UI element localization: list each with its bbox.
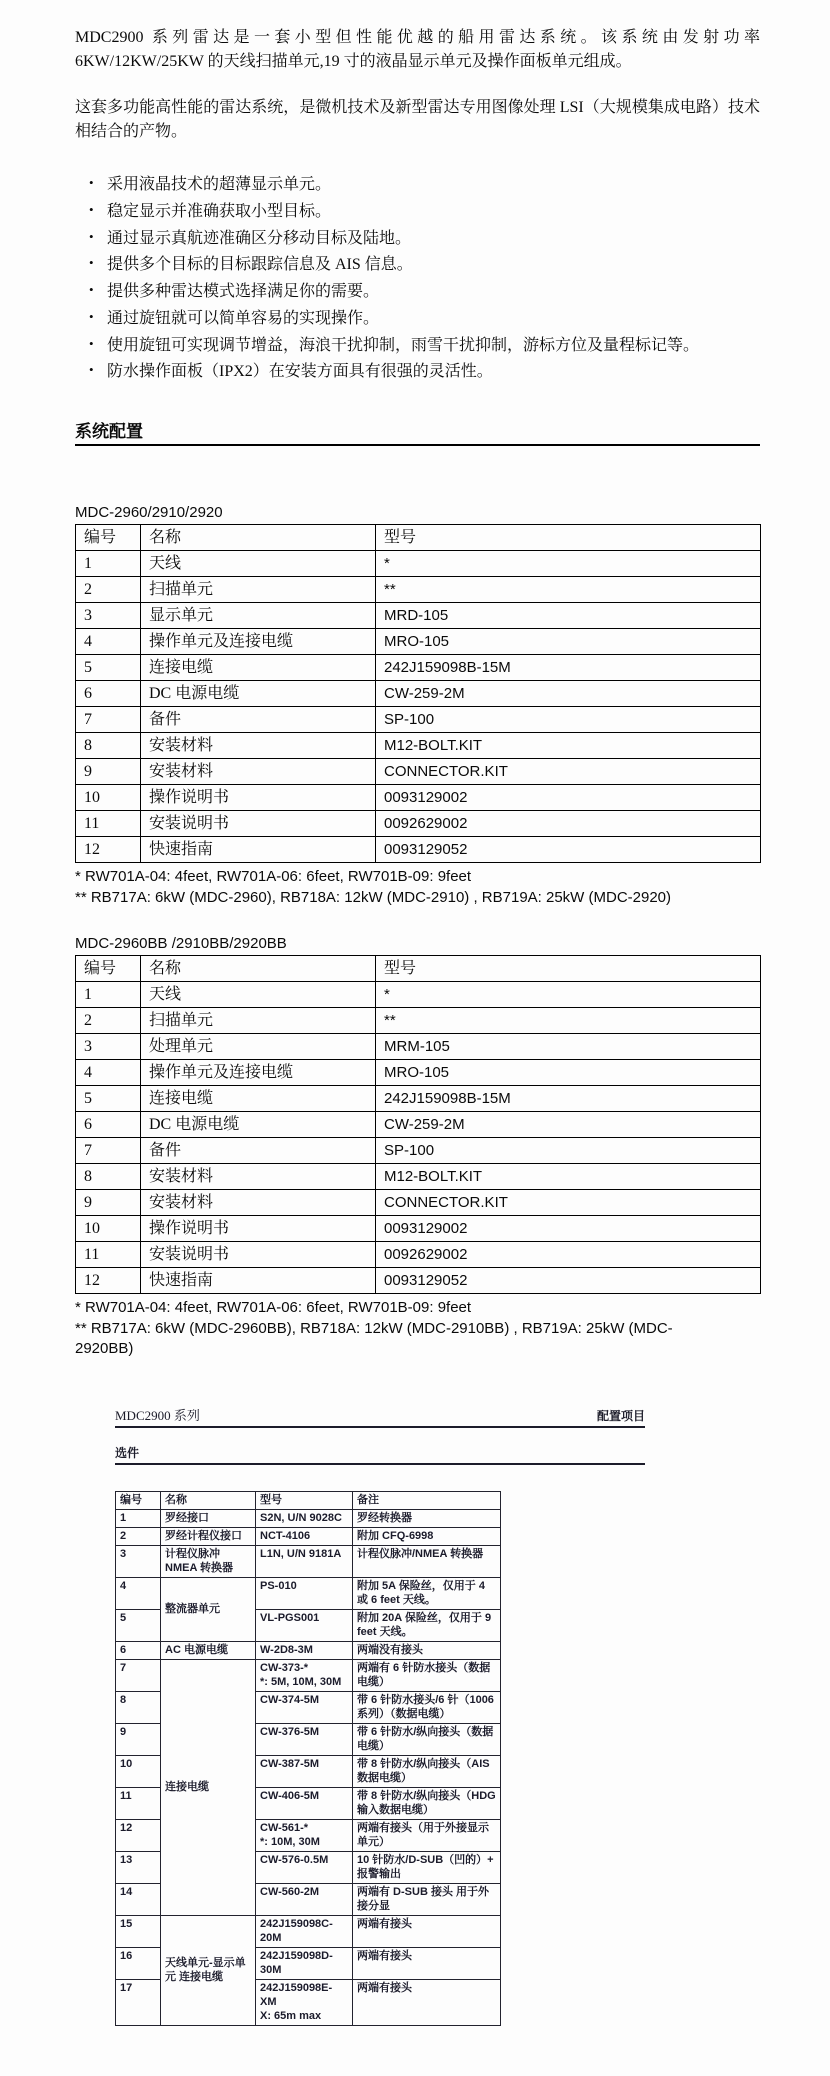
table-title: MDC-2960BB /2910BB/2920BB bbox=[75, 934, 287, 952]
item-name: 显示单元 bbox=[141, 603, 376, 629]
item-name: 安装材料 bbox=[141, 733, 376, 759]
row-number: 12 bbox=[116, 1820, 161, 1852]
feature-bullet: • 提供多种雷达模式选择满足你的需要。 bbox=[89, 281, 760, 303]
model-line: 242J159098C-20M bbox=[260, 1918, 333, 1945]
item-model: MRM-105 bbox=[376, 1033, 761, 1059]
table-row bbox=[76, 1241, 761, 1267]
column-header: 名称 bbox=[141, 525, 376, 551]
item-name: 备件 bbox=[141, 1137, 376, 1163]
item-model: SP-100 bbox=[376, 707, 761, 733]
row-number: 6 bbox=[116, 1642, 161, 1660]
item-name: 安装材料 bbox=[141, 759, 376, 785]
intro-paragraph-2: 这套多功能高性能的雷达系统，是微机技术及新型雷达专用图像处理 LSI（大规模集成电路）技术相结合的产物。 bbox=[75, 99, 760, 140]
footnote: ** RB717A: 6kW (MDC-2960), RB718A: 12kW (MDC-2910) , RB719A: 25kW (MDC-2920) bbox=[75, 889, 672, 907]
item-model: 242J159098B-15M bbox=[376, 655, 761, 681]
table-row bbox=[76, 707, 761, 733]
item-name: 安装材料 bbox=[141, 1163, 376, 1189]
table-row bbox=[76, 629, 761, 655]
item-model bbox=[256, 1642, 353, 1660]
row-number: 1 bbox=[76, 981, 141, 1007]
item-model bbox=[256, 1916, 353, 1948]
feature-bullet: • 提供多个目标的目标跟踪信息及 AIS 信息。 bbox=[89, 254, 760, 276]
row-number: 11 bbox=[76, 811, 141, 837]
table-row bbox=[76, 733, 761, 759]
item-model: M12-BOLT.KIT bbox=[376, 733, 761, 759]
row-number: 7 bbox=[76, 1137, 141, 1163]
model-line: CW-376-5M bbox=[260, 1726, 320, 1739]
table-row bbox=[76, 551, 761, 577]
item-remark: 两端有接头 bbox=[353, 1916, 501, 1948]
row-number: 8 bbox=[116, 1692, 161, 1724]
section-heading: 系统配置 bbox=[75, 422, 143, 441]
item-model bbox=[256, 1610, 353, 1642]
item-model: 0093129002 bbox=[376, 785, 761, 811]
row-number: 3 bbox=[76, 1033, 141, 1059]
table-row bbox=[76, 1215, 761, 1241]
section-heading-rule bbox=[75, 417, 760, 446]
table-row bbox=[76, 759, 761, 785]
table-row bbox=[116, 1660, 501, 1692]
item-remark: 附加 CFQ-6998 bbox=[353, 1528, 501, 1546]
column-header: 编号 bbox=[76, 955, 141, 981]
column-header: 名称 bbox=[161, 1492, 256, 1510]
item-model bbox=[256, 1884, 353, 1916]
model-line: CW-561-* bbox=[260, 1822, 309, 1835]
row-number: 1 bbox=[116, 1510, 161, 1528]
table-row bbox=[76, 785, 761, 811]
item-model bbox=[256, 1660, 353, 1692]
item-name: 罗经计程仪接口 bbox=[161, 1528, 256, 1546]
item-name: 天线单元-显示单元 连接电缆 bbox=[161, 1916, 256, 2026]
row-number: 17 bbox=[116, 1980, 161, 2026]
item-remark: 两端有 6 针防水接头（数据电缆） bbox=[353, 1660, 501, 1692]
footnote: * RW701A-04: 4feet, RW701A-06: 6feet, RW701B-09: 9feet bbox=[75, 1298, 472, 1316]
item-model: MRO-105 bbox=[376, 629, 761, 655]
table-row bbox=[76, 837, 761, 863]
config-table-block-1 bbox=[75, 504, 760, 909]
row-number: 15 bbox=[116, 1916, 161, 1948]
footnote: * RW701A-04: 4feet, RW701A-06: 6feet, RW701B-09: 9feet bbox=[75, 868, 472, 885]
row-number: 2 bbox=[116, 1528, 161, 1546]
item-name: 天线 bbox=[141, 551, 376, 577]
row-number: 5 bbox=[76, 655, 141, 681]
item-model: 0092629002 bbox=[376, 811, 761, 837]
item-name: 操作说明书 bbox=[141, 1215, 376, 1241]
item-name: 操作说明书 bbox=[141, 785, 376, 811]
table-row bbox=[76, 1163, 761, 1189]
feature-bullet: • 采用液晶技术的超薄显示单元。 bbox=[89, 174, 760, 196]
row-number: 9 bbox=[116, 1724, 161, 1756]
item-name: 安装说明书 bbox=[141, 1241, 376, 1267]
table-row bbox=[76, 1059, 761, 1085]
item-remark: 带 6 针防水接头/6 针（1006 系列）（数据电缆） bbox=[353, 1692, 501, 1724]
row-number: 10 bbox=[76, 1215, 141, 1241]
item-remark: 带 8 针防水/纵向接头（HDG 输入数据电缆） bbox=[353, 1788, 501, 1820]
footnote: ** RB717A: 6kW (MDC-2960BB), RB718A: 12kW (MDC-2910BB) , RB719A: 25kW (MDC-2920BB) bbox=[75, 1319, 673, 1357]
row-number: 3 bbox=[76, 603, 141, 629]
item-model: CONNECTOR.KIT bbox=[376, 1189, 761, 1215]
item-name: 安装说明书 bbox=[141, 811, 376, 837]
table-row bbox=[116, 1916, 501, 1948]
item-model: MRD-105 bbox=[376, 603, 761, 629]
model-line: CW-576-0.5M bbox=[260, 1854, 329, 1867]
item-name: 天线 bbox=[141, 981, 376, 1007]
item-remark: 带 6 针防水/纵向接头（数据电缆） bbox=[353, 1724, 501, 1756]
row-number: 14 bbox=[116, 1884, 161, 1916]
item-name: 连接电缆 bbox=[161, 1660, 256, 1916]
row-number: 1 bbox=[76, 551, 141, 577]
model-line: 242J159098D-30M bbox=[260, 1950, 333, 1977]
row-number: 6 bbox=[76, 1111, 141, 1137]
item-model bbox=[256, 1756, 353, 1788]
row-number: 6 bbox=[76, 681, 141, 707]
feature-bullet: • 防水操作面板（IPX2）在安装方面具有很强的灵活性。 bbox=[89, 361, 760, 383]
item-name: 连接电缆 bbox=[141, 655, 376, 681]
table-row bbox=[76, 1111, 761, 1137]
column-header: 型号 bbox=[376, 955, 761, 981]
model-line: CW-387-5M bbox=[260, 1758, 320, 1771]
item-model bbox=[256, 1510, 353, 1528]
row-number: 11 bbox=[76, 1241, 141, 1267]
page-header-series: MDC2900 系列 bbox=[115, 1408, 200, 1424]
row-number: 9 bbox=[76, 1189, 141, 1215]
table-row bbox=[76, 1007, 761, 1033]
item-model: CW-259-2M bbox=[376, 681, 761, 707]
column-header: 名称 bbox=[141, 955, 376, 981]
item-remark: 附加 5A 保险丝，仅用于 4 或 6 feet 天线。 bbox=[353, 1578, 501, 1610]
item-name: 连接电缆 bbox=[141, 1085, 376, 1111]
table-row bbox=[116, 1528, 501, 1546]
item-model bbox=[256, 1980, 353, 2026]
item-model: MRO-105 bbox=[376, 1059, 761, 1085]
options-heading-rule bbox=[115, 1444, 645, 1465]
item-name: 计程仪脉冲 NMEA 转换器 bbox=[161, 1546, 256, 1578]
column-header: 型号 bbox=[256, 1492, 353, 1510]
table-title: MDC-2960/2910/2920 bbox=[75, 504, 223, 521]
page-header-section: 配置项目 bbox=[596, 1409, 645, 1424]
row-number: 11 bbox=[116, 1788, 161, 1820]
item-remark: 两端有接头 bbox=[353, 1980, 501, 2026]
row-number: 12 bbox=[76, 837, 141, 863]
item-remark: 两端有接头 bbox=[353, 1948, 501, 1980]
row-number: 2 bbox=[76, 577, 141, 603]
header-row bbox=[116, 1492, 501, 1510]
model-line: 242J159098E-XM bbox=[260, 1982, 333, 2009]
model-line: VL-PGS001 bbox=[260, 1612, 320, 1625]
item-name: 快速指南 bbox=[141, 837, 376, 863]
item-remark: 两端没有接头 bbox=[353, 1642, 501, 1660]
item-remark: 附加 20A 保险丝，仅用于 9 feet 天线。 bbox=[353, 1610, 501, 1642]
table-row bbox=[76, 577, 761, 603]
item-model: 0093129002 bbox=[376, 1215, 761, 1241]
row-number: 12 bbox=[76, 1267, 141, 1293]
item-remark: 罗经转换器 bbox=[353, 1510, 501, 1528]
table-row bbox=[76, 1033, 761, 1059]
item-model: M12-BOLT.KIT bbox=[376, 1163, 761, 1189]
item-remark: 计程仪脉冲/NMEA 转换器 bbox=[353, 1546, 501, 1578]
model-line: L1N, U/N 9181A bbox=[260, 1548, 342, 1561]
feature-bullet: • 使用旋钮可实现调节增益，海浪干扰抑制，雨雪干扰抑制，游标方位及量程标记等。 bbox=[89, 335, 760, 357]
item-model bbox=[256, 1820, 353, 1852]
header-row bbox=[76, 525, 761, 551]
intro-paragraph-1: MDC2900 系列雷达是一套小型但性能优越的船用雷达系统。该系统由发射功率 6KW/12KW/25KW 的天线扫描单元,19 寸的液晶显示单元及操作面板单元组成。 bbox=[75, 29, 760, 70]
item-name: 备件 bbox=[141, 707, 376, 733]
table-row bbox=[116, 1642, 501, 1660]
item-name: 罗经接口 bbox=[161, 1510, 256, 1528]
model-line: CW-406-5M bbox=[260, 1790, 320, 1803]
table-row bbox=[116, 1510, 501, 1528]
item-model: CW-259-2M bbox=[376, 1111, 761, 1137]
row-number: 8 bbox=[76, 733, 141, 759]
item-model: CONNECTOR.KIT bbox=[376, 759, 761, 785]
item-name: 快速指南 bbox=[141, 1267, 376, 1293]
item-name: 扫描单元 bbox=[141, 577, 376, 603]
item-remark: 10 针防水/D-SUB（凹的）+ 报警输出 bbox=[353, 1852, 501, 1884]
item-remark: 带 8 针防水/纵向接头（AIS 数据电缆） bbox=[353, 1756, 501, 1788]
model-line: CW-373-* bbox=[260, 1662, 309, 1675]
feature-list bbox=[75, 174, 760, 383]
table-row bbox=[116, 1546, 501, 1578]
model-line: S2N, U/N 9028C bbox=[260, 1512, 342, 1525]
item-model bbox=[256, 1852, 353, 1884]
model-line: NCT-4106 bbox=[260, 1530, 311, 1543]
config-table bbox=[75, 955, 761, 1294]
row-number: 9 bbox=[76, 759, 141, 785]
table-row bbox=[76, 1137, 761, 1163]
column-header: 编号 bbox=[116, 1492, 161, 1510]
row-number: 4 bbox=[116, 1578, 161, 1610]
item-model: ** bbox=[376, 577, 761, 603]
options-heading: 选件 bbox=[115, 1446, 140, 1461]
item-name: 处理单元 bbox=[141, 1033, 376, 1059]
row-number: 10 bbox=[76, 785, 141, 811]
row-number: 7 bbox=[76, 707, 141, 733]
table-row bbox=[76, 981, 761, 1007]
column-header: 型号 bbox=[376, 525, 761, 551]
row-number: 16 bbox=[116, 1948, 161, 1980]
row-number: 4 bbox=[76, 629, 141, 655]
row-number: 8 bbox=[76, 1163, 141, 1189]
item-model bbox=[256, 1724, 353, 1756]
item-model: * bbox=[376, 551, 761, 577]
item-model bbox=[256, 1948, 353, 1980]
item-name: 整流器单元 bbox=[161, 1578, 256, 1642]
row-number: 3 bbox=[116, 1546, 161, 1578]
item-model: 0093129052 bbox=[376, 1267, 761, 1293]
model-line: X: 65m max bbox=[260, 2010, 322, 2023]
table-row bbox=[76, 1189, 761, 1215]
model-line: CW-374-5M bbox=[260, 1694, 320, 1707]
options-table bbox=[115, 1491, 501, 2026]
model-line: *: 10M, 30M bbox=[260, 1836, 320, 1849]
feature-bullet: • 通过显示真航迹准确区分移动目标及陆地。 bbox=[89, 228, 760, 250]
table-row bbox=[116, 1578, 501, 1610]
row-number: 13 bbox=[116, 1852, 161, 1884]
item-model bbox=[256, 1546, 353, 1578]
item-name: DC 电源电缆 bbox=[141, 681, 376, 707]
item-remark: 两端有接头（用于外接显示单元） bbox=[353, 1820, 501, 1852]
item-name: 操作单元及连接电缆 bbox=[141, 1059, 376, 1085]
item-model bbox=[256, 1528, 353, 1546]
item-model bbox=[256, 1692, 353, 1724]
item-model: 0092629002 bbox=[376, 1241, 761, 1267]
row-number: 5 bbox=[116, 1610, 161, 1642]
item-model: 242J159098B-15M bbox=[376, 1085, 761, 1111]
item-model: ** bbox=[376, 1007, 761, 1033]
row-number: 7 bbox=[116, 1660, 161, 1692]
item-name: 扫描单元 bbox=[141, 1007, 376, 1033]
row-number: 10 bbox=[116, 1756, 161, 1788]
page-header bbox=[115, 1405, 645, 1428]
table-row bbox=[76, 681, 761, 707]
model-line: CW-560-2M bbox=[260, 1886, 320, 1899]
model-line: *: 5M, 10M, 30M bbox=[260, 1676, 342, 1689]
table-row bbox=[76, 655, 761, 681]
item-remark: 两端有 D-SUB 接头 用于外接分显 bbox=[353, 1884, 501, 1916]
table-row bbox=[76, 603, 761, 629]
model-line: PS-010 bbox=[260, 1580, 297, 1593]
model-line: W-2D8-3M bbox=[260, 1644, 313, 1657]
table-row bbox=[76, 1267, 761, 1293]
column-header: 备注 bbox=[353, 1492, 501, 1510]
feature-bullet: • 稳定显示并准确获取小型目标。 bbox=[89, 201, 760, 223]
config-table bbox=[75, 524, 761, 863]
feature-bullet: • 通过旋钮就可以简单容易的实现操作。 bbox=[89, 308, 760, 330]
column-header: 编号 bbox=[76, 525, 141, 551]
item-model bbox=[256, 1578, 353, 1610]
item-name: DC 电源电缆 bbox=[141, 1111, 376, 1137]
row-number: 4 bbox=[76, 1059, 141, 1085]
item-name: 安装材料 bbox=[141, 1189, 376, 1215]
table-row bbox=[76, 1085, 761, 1111]
item-name: AC 电源电缆 bbox=[161, 1642, 256, 1660]
item-model bbox=[256, 1788, 353, 1820]
row-number: 2 bbox=[76, 1007, 141, 1033]
header-row bbox=[76, 955, 761, 981]
item-model: 0093129052 bbox=[376, 837, 761, 863]
item-name: 操作单元及连接电缆 bbox=[141, 629, 376, 655]
item-model: SP-100 bbox=[376, 1137, 761, 1163]
row-number: 5 bbox=[76, 1085, 141, 1111]
config-table-block-2 bbox=[75, 935, 760, 1360]
table-row bbox=[76, 811, 761, 837]
options-page bbox=[115, 1405, 760, 2026]
item-model: * bbox=[376, 981, 761, 1007]
